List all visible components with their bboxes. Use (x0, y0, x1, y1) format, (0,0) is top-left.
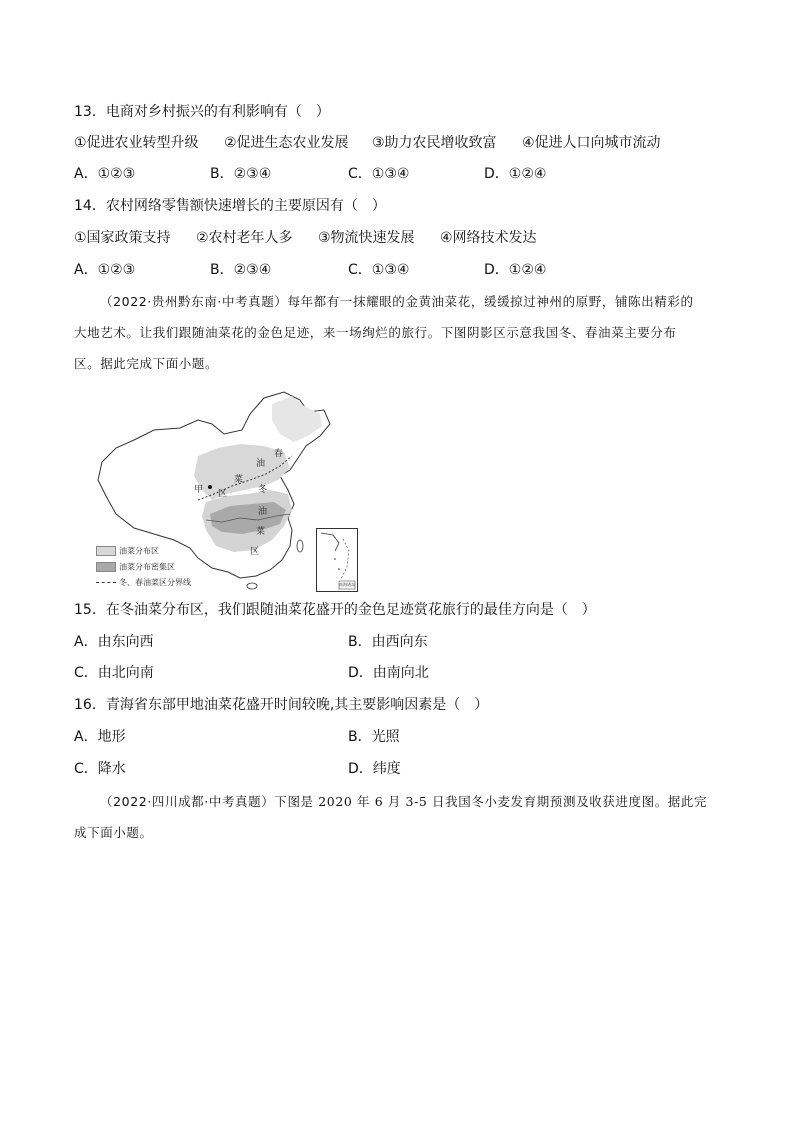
q14-stem: 14．农村网络零售额快速增长的主要原因有（ ） (74, 198, 386, 214)
passage-rapeseed-line-3: 区。据此完成下面小题。 (74, 356, 219, 371)
q15-choice-d[interactable]: D．由南向北 (348, 665, 429, 681)
passage-rapeseed-line-2: 大地艺术。让我们跟随油菜花的金色足迹，来一场绚烂的旅行。下图阴影区示意我国冬、春油菜主要分布 (74, 325, 677, 340)
passage-wheat (74, 786, 724, 848)
q14-choice-b[interactable]: B．②③④ (210, 262, 272, 278)
map-label-you-2: 油 (258, 507, 268, 517)
q16-choice-b[interactable]: B．光照 (348, 729, 400, 745)
q14-choice-c[interactable]: C．①③④ (348, 262, 410, 278)
hainan-island (247, 583, 257, 589)
map-label-qu-1: 区 (218, 489, 228, 499)
q13-item-3: ③助力农民增收致富 (372, 135, 497, 151)
taiwan-island (297, 540, 303, 552)
legend-dense-label: 油菜分布密集区 (119, 562, 175, 572)
q16-choice-c[interactable]: C．降水 (74, 761, 126, 777)
legend-light-swatch (96, 546, 116, 556)
map-label-cai-2: 菜 (256, 527, 266, 537)
passage-rapeseed-source: （2022·贵州黔东南·中考真题） (100, 294, 288, 309)
map-label-jia: 甲 (194, 485, 204, 495)
q16-choice-d[interactable]: D．纬度 (348, 761, 401, 777)
passage-rapeseed-line-1: 每年都有一抹耀眼的金黄油菜花，缓缓掠过神州的原野，铺陈出精彩的 (287, 294, 694, 309)
q14-item-4: ④网络技术发达 (440, 230, 537, 246)
passage-wheat-line-2: 成下面小题。 (74, 825, 153, 840)
q13-stem: 13．电商对乡村振兴的有利影响有（ ） (74, 104, 330, 120)
q13-choice-c[interactable]: C．①③④ (348, 166, 410, 182)
q15-stem: 15．在冬油菜分布区，我们跟随油菜花盛开的金色足迹赏花旅行的最佳方向是（ ） (74, 602, 596, 618)
map-label-cai-1: 菜 (234, 475, 244, 485)
map-label-qu-2: 区 (250, 547, 260, 557)
q13-item-2: ②促进生态农业发展 (224, 135, 349, 151)
q15-choice-b[interactable]: B．由西向东 (348, 634, 428, 650)
legend-dense (96, 562, 175, 573)
q14-choice-d[interactable]: D．①②④ (484, 262, 547, 278)
south-china-sea-inset (316, 528, 358, 592)
legend-light-label: 油菜分布区 (119, 546, 159, 556)
q13-item-4: ④促进人口向城市流动 (522, 135, 661, 151)
q15-choice-a[interactable]: A．由东向西 (74, 634, 154, 650)
q14-choice-a[interactable]: A．①②③ (74, 262, 136, 278)
map-label-dong: 冬 (258, 485, 268, 495)
q13-choice-b[interactable]: B．②③④ (210, 166, 272, 182)
point-jia-marker (208, 485, 212, 489)
legend-dense-swatch (96, 562, 116, 572)
passage-rapeseed (74, 286, 724, 379)
q15-choice-c[interactable]: C．由北向南 (74, 665, 154, 681)
q14-item-1: ①国家政策支持 (74, 230, 171, 246)
passage-wheat-source: （2022·四川成都·中考真题） (100, 794, 275, 809)
passage-wheat-line-1: 下图是 2020 年 6 月 3-5 日我国冬小麦发育期预测及收获进度图。据此完 (274, 794, 708, 809)
q13-choice-a[interactable]: A．①②③ (74, 166, 136, 182)
map-label-chun: 春 (274, 449, 284, 459)
legend-boundary-label: 冬、春油菜区分界线 (119, 578, 191, 587)
legend-boundary-swatch (96, 582, 116, 583)
q13-item-1: ①促进农业转型升级 (74, 135, 199, 151)
legend-boundary (96, 578, 191, 588)
q14-item-2: ②农村老年人多 (196, 230, 293, 246)
legend-light (96, 546, 159, 557)
map-label-you-1: 油 (256, 459, 266, 469)
q14-item-3: ③物流快速发展 (318, 230, 415, 246)
q16-stem: 16．青海省东部甲地油菜花盛开时间较晚,其主要影响因素是（ ） (74, 697, 489, 713)
inset-label: 南海诸岛 (339, 582, 355, 587)
q16-choice-a[interactable]: A．地形 (74, 729, 126, 745)
q13-choice-d[interactable]: D．①②④ (484, 166, 547, 182)
